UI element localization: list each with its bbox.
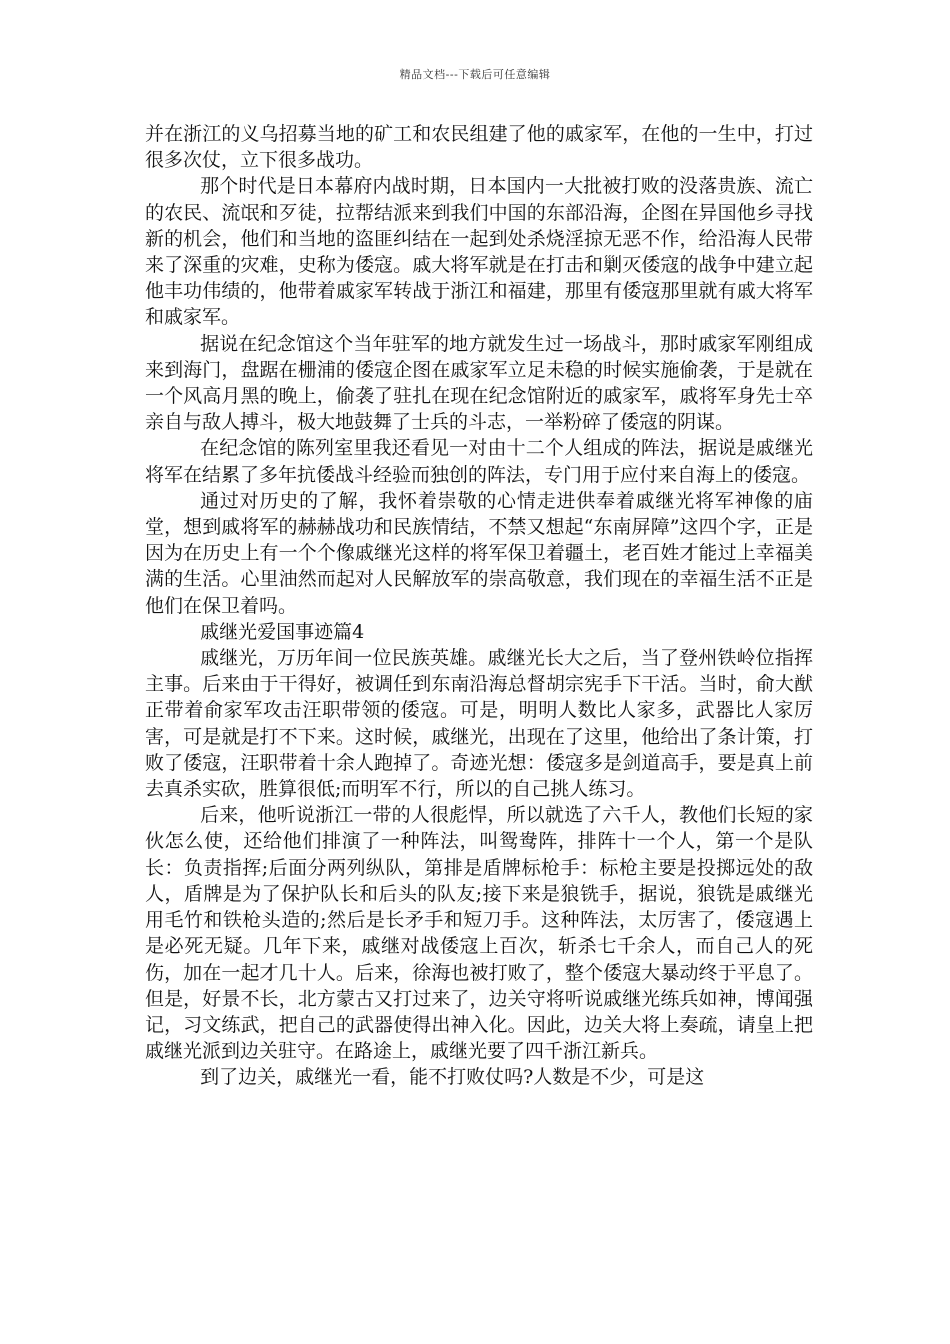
paragraph: 那个时代是日本幕府内战时期，日本国内一大批被打败的没落贵族、流亡的农民、流氓和歹徒，拉帮结派来到我们中国的东部沿海，企图在异国他乡寻找新的机会，他们和当地的盗匪纠结在一起到处杀烧淫掠无恶不作，给沿海人民带来了深重的灾难，史称为倭寇。戚大将军就是在打击和剿灭倭寇的战争中建立起他丰功伟绩的，他带着戚家军转战于浙江和福建，那里有倭寇那里就有戚大将军和戚家军。 (145, 175, 813, 329)
section-heading: 戚继光爱国事迹篇4 (200, 620, 365, 643)
document-body (145, 121, 813, 1091)
page-header: 精品文档---下载后可任意编辑 (399, 68, 551, 81)
paragraph: 在纪念馆的陈列室里我还看见一对由十二个人组成的阵法，据说是戚继光将军在结累了多年抗倭战斗经验而独创的阵法，专门用于应付来自海上的倭寇。 (145, 437, 813, 486)
paragraph: 通过对历史的了解，我怀着崇敬的心情走进供奉着戚继光将军神像的庙堂，想到戚将军的赫赫战功和民族情结，不禁又想起“东南屏障”这四个字，正是因为在历史上有一个个像戚继光这样的将军保卫着疆土，老百姓才能过上幸福美满的生活。心里油然而起对人民解放军的崇高敬意，我们现在的幸福生活不正是他们在保卫着吗。 (145, 489, 813, 617)
paragraph: 戚继光，万历年间一位民族英雄。戚继光长大之后，当了登州铁岭位指挥主事。后来由于干得好，被调任到东南沿海总督胡宗宪手下干活。当时，俞大猷正带着俞家军攻击汪职带领的倭寇。可是，明明人数比人家多，武器比人家厉害，可是就是打不下来。这时候，戚继光，出现在了这里，他给出了条计策，打败了倭寇，汪职带着十余人跑掉了。奇迹光想：倭寇多是剑道高手，要是真上前去真杀实砍，胜算很低;而明军不行，所以的自己挑人练习。 (145, 647, 813, 801)
paragraph: 并在浙江的义乌招募当地的矿工和农民组建了他的戚家军，在他的一生中，打过很多次仗，立下很多战功。 (145, 123, 813, 172)
paragraph: 据说在纪念馆这个当年驻军的地方就发生过一场战斗，那时戚家军刚组成来到海门，盘踞在栅浦的倭寇企图在戚家军立足未稳的时候实施偷袭，于是就在一个风高月黑的晚上，偷袭了驻扎在现在纪念馆附近的戚家军，戚将军身先士卒亲自与敌人搏斗，极大地鼓舞了士兵的斗志，一举粉碎了倭寇的阴谋。 (145, 332, 813, 434)
paragraph: 到了边关，戚继光一看，能不打败仗吗?人数是不少，可是这 (200, 1066, 705, 1089)
paragraph: 后来，他听说浙江一带的人很彪悍，所以就选了六千人，教他们长短的家伙怎么使，还给他们排演了一种阵法，叫鸳鸯阵，排阵十一个人，第一个是队长：负责指挥;后面分两列纵队，第排是盾牌标枪手：标枪主要是投掷远处的敌人，盾牌是为了保护队长和后头的队友;接下来是狼铣手，据说，狼铣是戚继光用毛竹和铁枪头造的;然后是长矛手和短刀手。这种阵法，太厉害了，倭寇遇上是必死无疑。几年下来，戚继对战倭寇上百次，斩杀七千余人，而自己人的死伤，加在一起才几十人。后来，徐海也被打败了，整个倭寇大暴动终于平息了。但是，好景不长，北方蒙古又打过来了，边关守将听说戚继光练兵如神，博闻强记，习文练武，把自己的武器使得出神入化。因此，边关大将上奏疏，请皇上把戚继光派到边关驻守。在路途上，戚继光要了四千浙江新兵。 (145, 804, 813, 1063)
